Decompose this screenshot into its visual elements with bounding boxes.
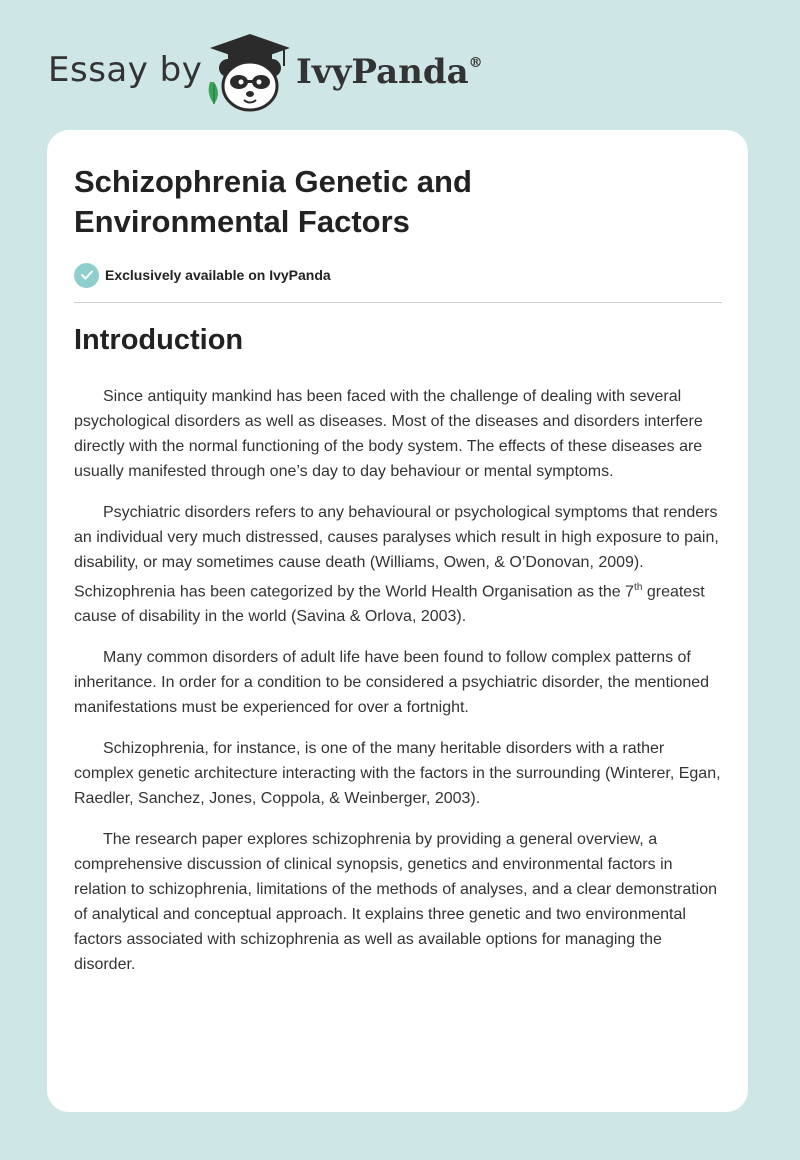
panda-logo-icon bbox=[204, 32, 296, 114]
paragraph-4: Schizophrenia, for instance, is one of the many heritable disorders with a rather complex genetic architecture interacting with the factors in the surrounding (Winterer, Egan, Raedler, Sanchez, Jones, Coppola, & Weinberger, 2003). bbox=[74, 740, 721, 808]
essay-body bbox=[74, 384, 722, 993]
essay-title: Schizophrenia Genetic and Environmental Factors bbox=[74, 164, 472, 239]
paragraph-1: Since antiquity mankind has been faced with the challenge of dealing with several psychological disorders as well as diseases. Most of the diseases and disorders interfere directly with the normal functioning of the body system. The effects of these diseases are usually manifested through one’s day to day behaviour or mental symptoms. bbox=[74, 388, 703, 480]
exclusive-badge bbox=[74, 262, 331, 288]
paragraph-2: Psychiatric disorders refers to any behavioural or psychological symptoms that renders an individual very much distressed, causes paralyses which result in high exposure to pain, disability, or may sometimes cause death (Williams, Owen, & O’Donovan, 2009). Schizophrenia has been categorized by the World Health Organisation as the 7th greatest cause of disability in the world (Savina & Orlova, 2003). bbox=[74, 504, 719, 626]
essay-by-label: Essay by bbox=[48, 50, 203, 90]
brand-name[interactable]: IvyPanda® bbox=[296, 52, 483, 92]
section-heading: Introduction bbox=[74, 324, 244, 356]
exclusive-label: Exclusively available on IvyPanda bbox=[105, 267, 331, 283]
paragraph-3: Many common disorders of adult life have been found to follow complex patterns of inheritance. In order for a condition to be considered a psychiatric disorder, the mentioned manifestations must be experienced for over a fortnight. bbox=[74, 649, 710, 717]
check-icon bbox=[74, 263, 99, 288]
trademark-symbol: ® bbox=[468, 54, 483, 71]
essay-card bbox=[47, 130, 748, 1112]
divider bbox=[74, 302, 722, 303]
paragraph-5: The research paper explores schizophrenia by providing a general overview, a comprehensive discussion of clinical synopsis, genetics and environmental factors in relation to schizophrenia, limitations of the methods of analyses, and a clear demonstration of analytical and conceptual approach. It explains three genetic and two environmental factors associated with schizophrenia as well as available options for managing the disorder. bbox=[74, 831, 718, 974]
site-header bbox=[48, 28, 548, 112]
